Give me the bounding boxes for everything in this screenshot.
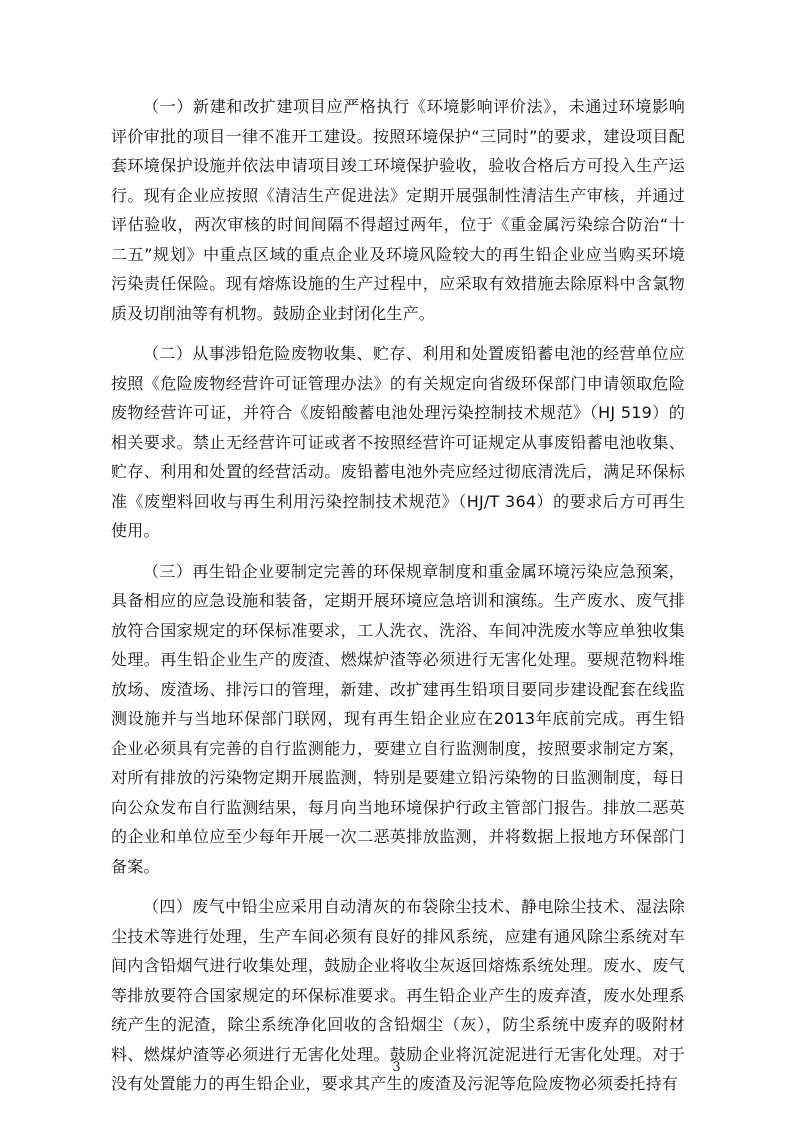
paragraph-3: （三）再生铅企业要制定完善的环保规章制度和重金属环境污染应急预案，具备相应的应急设施和装备，定期开展环境应急培训和演练。生产废水、废气排放符合国家规定的环保标准要求，工人洗衣、洗浴、车间冲洗废水等应单独收集处理。再生铅企业生产的废渣、燃煤炉渣等必须进行无害化处理。要规范物料堆放场、废渣场、排污口的管理，新建、改扩建再生铅项目要同步建设配套在线监测设施并与当地环保部门联网，现有再生铅企业应在2013年底前完成。再生铅企业必须具有完善的自行监测能力，要建立自行监测制度，按照要求制定方案，对所有排放的污染物定期开展监测，特别是要建立铅污染物的日监测制度，每日向公众发布自行监测结果，每月向当地环境保护行政主管部门报告。排放二恶英的企业和单位应至少每年开展一次二恶英排放监测，并将数据上报地方环保部门备案。 <box>111 561 685 876</box>
paragraph-1: （一）新建和改扩建项目应严格执行《环境影响评价法》，未通过环境影响评价审批的项目一律不准开工建设。按照环境保护“三同时”的要求，建设项目配套环境保护设施并依法申请项目竣工环境保护验收，验收合格后方可投入生产运行。现有企业应按照《清洁生产促进法》定期开展强制性清洁生产审核，并通过评估验收，两次审核的时间间隔不得超过两年，位于《重金属污染综合防治“十二五”规划》中重点区域的重点企业及环境风险较大的再生铅企业应当购买环境污染责任保险。现有熔炼设施的生产过程中，应采取有效措施去除原料中含氯物质及切削油等有机物。鼓励企业封闭化生产。 <box>111 97 685 323</box>
page-number: 3 <box>392 1060 401 1075</box>
paragraph-2: （二）从事涉铅危险废物收集、贮存、利用和处置废铅蓄电池的经营单位应按照《危险废物经营许可证管理办法》的有关规定向省级环保部门申请领取危险废物经营许可证，并符合《废铅酸蓄电池处理污染控制技术规范》（HJ 519）的相关要求。禁止无经营许可证或者不按照经营许可证规定从事废铅蓄电池收集、贮存、利用和处置的经营活动。废铅蓄电池外壳应经过彻底清洗后，满足环保标准《废塑料回收与再生利用污染控制技术规范》（HJ/T 364）的要求后方可再生使用。 <box>111 344 685 540</box>
document-body <box>111 92 685 1110</box>
paragraph-4: （四）废气中铅尘应采用自动清灰的布袋除尘技术、静电除尘技术、湿法除尘技术等进行处理，生产车间必须有良好的排风系统，应建有通风除尘系统对车间内含铅烟气进行收集处理，鼓励企业将收尘灰返回熔炼系统处理。废水、废气等排放要符合国家规定的环保标准要求。再生铅企业产生的废弃渣，废水处理系统产生的泥渣，除尘系统净化回收的含铅烟尘（灰），防尘系统中废弃的吸附材料、燃煤炉渣等必须进行无害化处理。鼓励企业将沉淀泥进行无害化处理。对于没有处置能力的再生铅企业，要求其产生的废渣及污泥等危险废物必须委托持有 <box>111 897 685 1093</box>
